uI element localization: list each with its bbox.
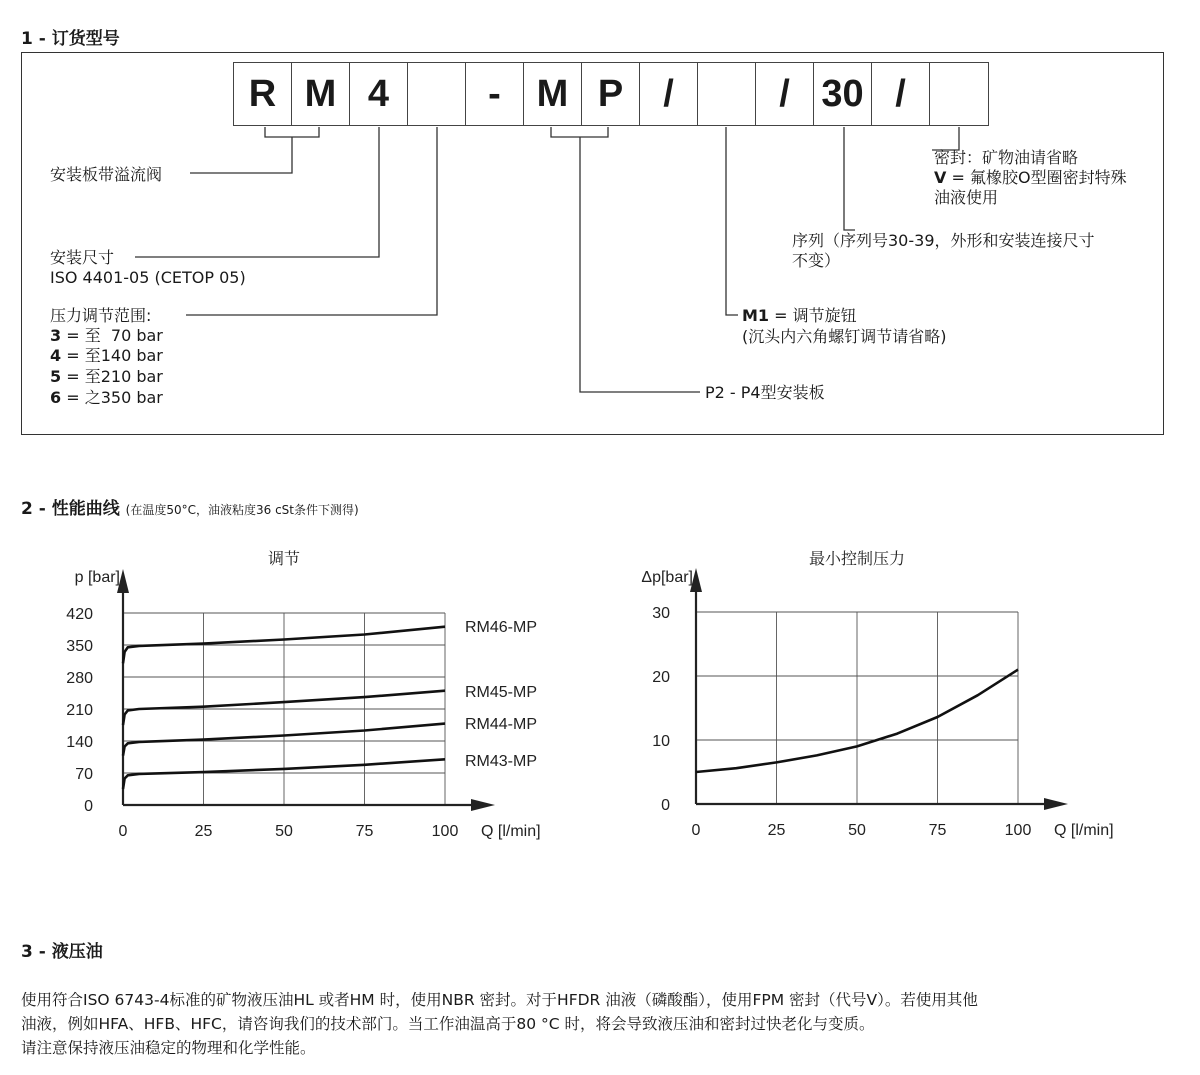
code-cell: 4	[350, 63, 408, 125]
x-tick-label: 75	[928, 822, 947, 839]
x-axis-label: Q [l/min]	[1054, 822, 1114, 839]
series-name-label: RM43-MP	[465, 753, 538, 770]
code-cell: P	[582, 63, 640, 125]
series-name-label: RM46-MP	[465, 619, 538, 636]
series-name-label: RM45-MP	[465, 684, 538, 701]
x-tick-label: 50	[848, 822, 866, 839]
x-tick-label: 0	[691, 822, 701, 839]
pressure-range-6: 6 = 之350 bar	[50, 388, 163, 407]
y-axis-label: Δp[bar]	[641, 569, 693, 586]
min-control-pressure-chart	[590, 540, 1200, 850]
pressure-range-5: 5 = 至210 bar	[50, 367, 163, 386]
y-tick-label: 280	[66, 670, 93, 687]
section1-title: 1 - 订货型号	[21, 29, 120, 49]
x-tick-label: 50	[275, 823, 293, 840]
seal-label-line1: 密封：矿物油请省略	[934, 148, 1079, 167]
chart-title: 调节	[267, 551, 301, 568]
ordering-code-leader-lines	[0, 0, 1200, 440]
x-tick-label: 0	[118, 823, 128, 840]
y-tick-label: 20	[652, 669, 670, 686]
y-tick-label: 140	[66, 734, 93, 751]
code-cell: M	[292, 63, 350, 125]
y-tick-label: 70	[75, 766, 93, 783]
pressure-range-3: 3 = 至 70 bar	[50, 326, 163, 345]
section3-title: 3 - 液压油	[21, 942, 103, 962]
series-name-label: RM44-MP	[465, 716, 538, 733]
series-label-line1: 序列（序列号30-39，外形和安装连接尺寸	[792, 231, 1095, 250]
hydraulic-fluid-paragraph	[21, 988, 1181, 1060]
x-tick-label: 25	[767, 822, 786, 839]
pressure-range-4: 4 = 至140 bar	[50, 346, 163, 365]
y-tick-label: 10	[652, 733, 670, 750]
x-axis-arrow	[471, 799, 495, 811]
y-axis-label: p [bar]	[74, 569, 120, 586]
x-tick-label: 25	[194, 823, 213, 840]
y-tick-label: 30	[652, 605, 670, 622]
subplate-label: P2 - P4型安装板	[705, 383, 825, 402]
chart-title: 最小控制压力	[808, 551, 906, 568]
seal-label-line2: V = 氟橡胶O型圈密封特殊	[934, 168, 1127, 187]
paragraph-line: 油液，例如HFA、HFB、HFC，请咨询我们的技术部门。当工作油温高于80 °C 时，将会导致液压油和密封过快老化与变质。	[21, 1015, 875, 1033]
code-cell: /	[756, 63, 814, 125]
size-label-line1: 安装尺寸	[50, 248, 115, 267]
code-cell: /	[640, 63, 698, 125]
series-label-line2: 不变）	[792, 251, 841, 270]
x-axis-label: Q [l/min]	[481, 823, 541, 840]
size-label-line2: ISO 4401-05 (CETOP 05)	[50, 268, 246, 287]
x-tick-label: 100	[1004, 822, 1032, 839]
y-tick-label: 0	[661, 797, 670, 814]
code-cell: /	[872, 63, 930, 125]
x-axis-arrow	[1044, 798, 1068, 810]
y-tick-label: 210	[66, 702, 93, 719]
y-tick-label: 0	[84, 798, 93, 815]
section2-title: 2 - 性能曲线 (在温度50°C，油液粘度36 cSt条件下测得)	[21, 499, 359, 519]
m1-label: M1 = 调节旋钮	[742, 306, 857, 325]
code-cell: M	[524, 63, 582, 125]
m1-note: (沉头内六角螺钉调节请省略)	[742, 327, 947, 346]
relief-valve-label: 安装板带溢流阀	[50, 165, 163, 184]
code-cell: R	[234, 63, 292, 125]
paragraph-line: 使用符合ISO 6743-4标准的矿物液压油HL 或者HM 时，使用NBR 密封。对于HFDR 油液（磷酸酯），使用FPM 密封（代号V）。若使用其他	[21, 991, 978, 1009]
x-tick-label: 75	[355, 823, 374, 840]
x-tick-label: 100	[431, 823, 459, 840]
adjustment-chart	[0, 540, 600, 850]
code-cell: -	[466, 63, 524, 125]
seal-label-line3: 油液使用	[934, 188, 999, 207]
y-tick-label: 350	[66, 638, 93, 655]
code-cell: 30	[814, 63, 872, 125]
paragraph-line: 请注意保持液压油稳定的物理和化学性能。	[21, 1039, 316, 1057]
y-tick-label: 420	[66, 606, 93, 623]
pressure-range-title: 压力调节范围:	[50, 306, 152, 325]
